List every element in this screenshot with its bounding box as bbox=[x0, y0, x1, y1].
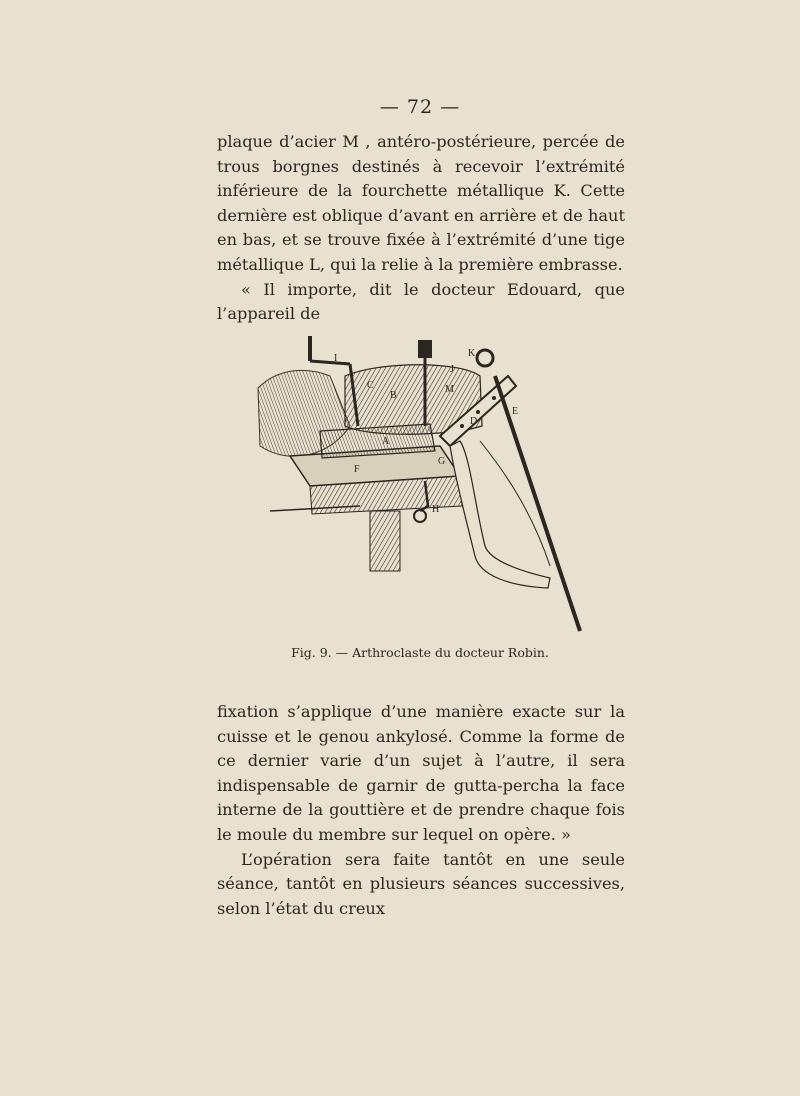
fig-label: C bbox=[367, 380, 374, 391]
paragraph: fixation s’applique d’une manière exacte sur la cuisse et le genou ankylosé. Comme la forme de ce dernier varie d’un sujet à l’autre, il sera indispensable de garnir de gutta-percha la face interne de la gouttière et de prendre chaque fois le moule du membre sur lequel on opère. » bbox=[217, 702, 625, 844]
fig-label: I bbox=[334, 353, 338, 364]
fig-label: M bbox=[445, 384, 454, 395]
fig-label: K bbox=[468, 348, 476, 359]
paragraph: L’opération sera faite tantôt en une seule séance, tantôt en plusieurs séances successives, selon l’état du creux bbox=[217, 849, 625, 918]
figure-caption: Fig. 9. — Arthroclaste du docteur Robin. bbox=[291, 645, 549, 660]
fig-label: J bbox=[450, 364, 454, 375]
text-block-bottom bbox=[217, 700, 625, 921]
fig-label: F bbox=[354, 464, 360, 475]
text-block-top bbox=[217, 130, 625, 327]
fig-label: H bbox=[432, 504, 440, 515]
paragraph: plaque d’acier M , antéro-postérieure, percée de trous borgnes destinés à recevoir l’extrémité inférieure de la fourchette métallique K. Cette dernière est oblique d’avant en arrière et de haut en bas, et se trouve fixée à l’extrémité d’une tige métallique L, qui la relie à la première embrasse. bbox=[217, 132, 625, 274]
fig-label: A bbox=[382, 436, 390, 447]
paragraph: « Il importe, dit le docteur Edouard, que l’appareil de bbox=[217, 279, 625, 324]
engraving-illustration bbox=[250, 306, 590, 636]
fig-label: B bbox=[390, 390, 397, 401]
fig-label: G bbox=[438, 456, 446, 467]
fig-label: D bbox=[470, 416, 478, 427]
fig-label: E bbox=[512, 406, 519, 417]
figure-arthroclaste-illustration bbox=[250, 306, 590, 636]
page-number: — 72 — bbox=[379, 96, 461, 118]
